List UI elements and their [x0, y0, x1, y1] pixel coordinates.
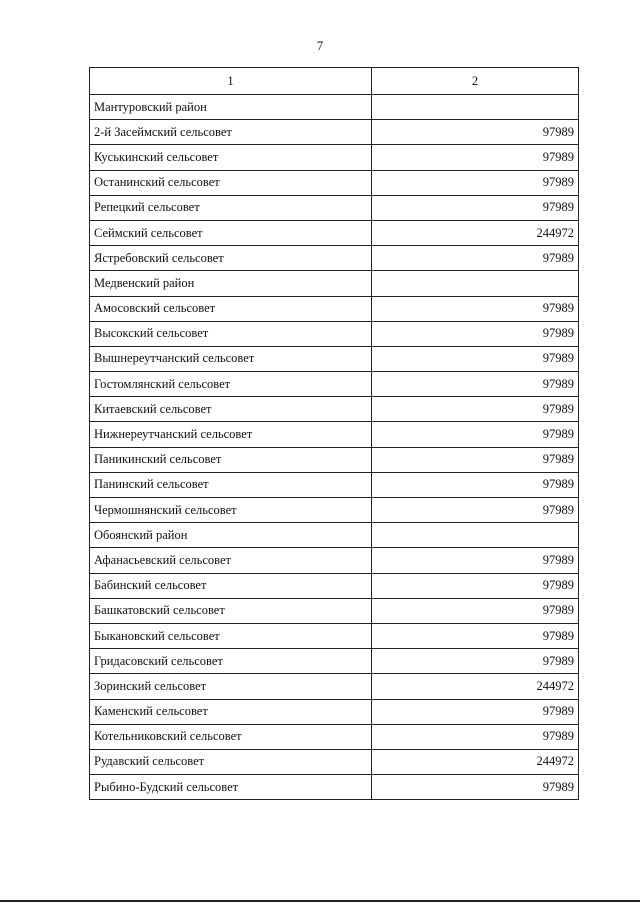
row-value-cell: 97989: [372, 724, 579, 749]
row-name-cell: Быкановский сельсовет: [90, 623, 372, 648]
page-number: 7: [316, 38, 324, 53]
table-row: [90, 271, 579, 296]
table-row: [90, 649, 579, 674]
row-value-cell: 97989: [372, 775, 579, 800]
row-name-cell: Панинский сельсовет: [90, 472, 372, 497]
row-value-cell: 97989: [372, 422, 579, 447]
row-name-cell: Паникинский сельсовет: [90, 447, 372, 472]
table-row: [90, 523, 579, 548]
table-row: [90, 95, 579, 120]
row-value-cell: 97989: [372, 649, 579, 674]
table-row: [90, 296, 579, 321]
table-header-row: [90, 68, 579, 95]
table-body: [90, 95, 579, 800]
table-row: [90, 724, 579, 749]
row-name-cell: Высокский сельсовет: [90, 321, 372, 346]
row-name-cell: Обоянский район: [90, 523, 372, 548]
row-value-cell: 97989: [372, 372, 579, 397]
row-name-cell: Зоринский сельсовет: [90, 674, 372, 699]
table-row: [90, 775, 579, 800]
allocation-table: [89, 67, 579, 800]
table-row: [90, 699, 579, 724]
row-name-cell: Гридасовский сельсовет: [90, 649, 372, 674]
row-value-cell: 97989: [372, 120, 579, 145]
table-row: [90, 195, 579, 220]
row-value-cell: 97989: [372, 195, 579, 220]
table-row: [90, 346, 579, 371]
row-name-cell: Нижнереутчанский сельсовет: [90, 422, 372, 447]
table-row: [90, 422, 579, 447]
row-value-cell: 97989: [372, 472, 579, 497]
row-value-cell: [372, 271, 579, 296]
row-value-cell: 97989: [372, 447, 579, 472]
table-row: [90, 573, 579, 598]
table-row: [90, 447, 579, 472]
table-row: [90, 472, 579, 497]
table-row: [90, 246, 579, 271]
table-row: [90, 498, 579, 523]
row-name-cell: Останинский сельсовет: [90, 170, 372, 195]
row-name-cell: Репецкий сельсовет: [90, 195, 372, 220]
table-row: [90, 120, 579, 145]
row-value-cell: 97989: [372, 573, 579, 598]
row-name-cell: Куськинский сельсовет: [90, 145, 372, 170]
row-name-cell: Афанасьевский сельсовет: [90, 548, 372, 573]
table-row: [90, 598, 579, 623]
row-name-cell: Амосовский сельсовет: [90, 296, 372, 321]
row-value-cell: 97989: [372, 346, 579, 371]
row-value-cell: 97989: [372, 498, 579, 523]
table-row: [90, 145, 579, 170]
row-name-cell: Каменский сельсовет: [90, 699, 372, 724]
row-value-cell: 244972: [372, 749, 579, 774]
row-value-cell: 97989: [372, 397, 579, 422]
column-header-1: 1: [90, 68, 372, 95]
row-name-cell: Вышнереутчанский сельсовет: [90, 346, 372, 371]
row-name-cell: Рыбино-Будский сельсовет: [90, 775, 372, 800]
row-value-cell: 97989: [372, 170, 579, 195]
row-value-cell: 244972: [372, 220, 579, 245]
row-value-cell: 97989: [372, 548, 579, 573]
row-name-cell: Бабинский сельсовет: [90, 573, 372, 598]
row-name-cell: Китаевский сельсовет: [90, 397, 372, 422]
table-row: [90, 749, 579, 774]
table-row: [90, 623, 579, 648]
row-name-cell: Котельниковский сельсовет: [90, 724, 372, 749]
row-value-cell: 97989: [372, 321, 579, 346]
row-name-cell: Медвенский район: [90, 271, 372, 296]
row-value-cell: 97989: [372, 246, 579, 271]
row-name-cell: Рудавский сельсовет: [90, 749, 372, 774]
table-row: [90, 220, 579, 245]
row-name-cell: Гостомлянский сельсовет: [90, 372, 372, 397]
bottom-border-line: [0, 900, 640, 902]
row-name-cell: Ястребовский сельсовет: [90, 246, 372, 271]
row-name-cell: 2-й Засеймский сельсовет: [90, 120, 372, 145]
table-row: [90, 674, 579, 699]
row-value-cell: 97989: [372, 296, 579, 321]
table-row: [90, 397, 579, 422]
row-name-cell: Башкатовский сельсовет: [90, 598, 372, 623]
row-value-cell: 244972: [372, 674, 579, 699]
row-value-cell: [372, 95, 579, 120]
table-row: [90, 321, 579, 346]
row-value-cell: 97989: [372, 598, 579, 623]
row-name-cell: Чермошнянский сельсовет: [90, 498, 372, 523]
table-row: [90, 372, 579, 397]
row-value-cell: 97989: [372, 623, 579, 648]
row-value-cell: 97989: [372, 145, 579, 170]
table-row: [90, 170, 579, 195]
row-value-cell: [372, 523, 579, 548]
table-row: [90, 548, 579, 573]
column-header-2: 2: [372, 68, 579, 95]
row-name-cell: Сеймский сельсовет: [90, 220, 372, 245]
row-name-cell: Мантуровский район: [90, 95, 372, 120]
row-value-cell: 97989: [372, 699, 579, 724]
